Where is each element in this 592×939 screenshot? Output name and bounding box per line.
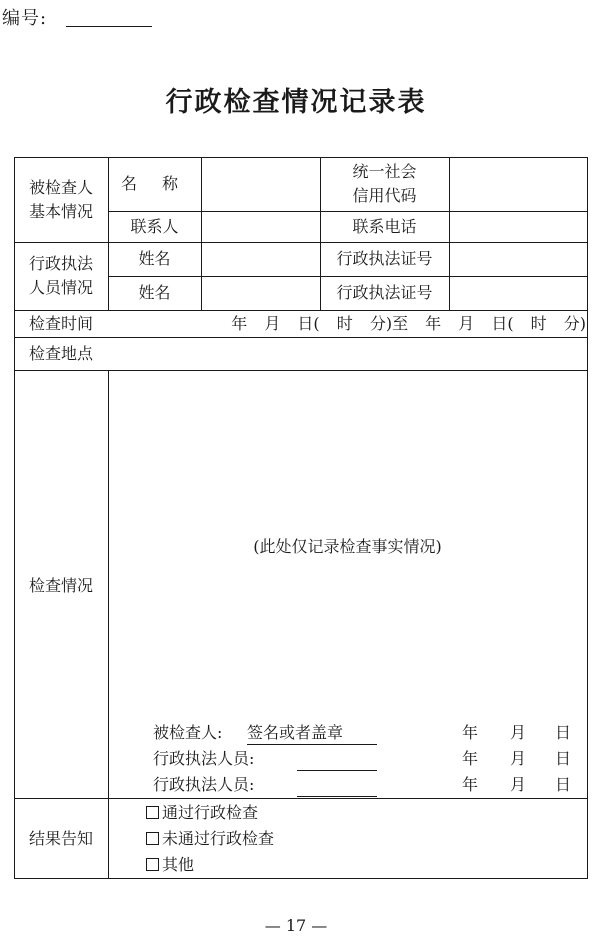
- date-year: 年: [462, 775, 479, 794]
- result-option-other[interactable]: [146, 853, 194, 877]
- officer2-name-label: 姓名: [138, 283, 171, 302]
- officers-section-label: 行政执法 人员情况: [28, 254, 93, 297]
- date-day: 日: [555, 775, 572, 794]
- officer2-cert-field[interactable]: [450, 277, 586, 310]
- officer1-name-label: 姓名: [138, 249, 171, 268]
- officer1-cert-label: 行政执法证号: [336, 249, 433, 268]
- date-year: 年: [462, 749, 479, 768]
- option-label: 通过行政检查: [162, 803, 259, 822]
- subject-signature-label: 被检查人:: [153, 723, 223, 742]
- serial-number-label: 编号:: [2, 8, 48, 29]
- option-label: 未通过行政检查: [162, 829, 275, 848]
- inspection-time-label: 检查时间: [28, 314, 93, 333]
- officer1-signature-blank[interactable]: [297, 770, 377, 771]
- date-month: 月: [510, 775, 527, 794]
- officer1-cert-field[interactable]: [450, 243, 586, 276]
- officer2-signature-blank[interactable]: [297, 796, 377, 797]
- checkbox-icon[interactable]: [146, 858, 159, 871]
- serial-number-blank[interactable]: [66, 26, 152, 27]
- date-month: 月: [510, 749, 527, 768]
- officer2-name-field[interactable]: [202, 277, 319, 310]
- checkbox-icon[interactable]: [146, 832, 159, 845]
- contact-field[interactable]: [202, 212, 319, 242]
- inspection-situation-label: 检查情况: [28, 576, 93, 595]
- phone-field[interactable]: [450, 212, 586, 242]
- page-number: — 17 —: [264, 916, 328, 935]
- inspection-time-value[interactable]: 年 月 日( 时 分)至 年 月 日( 时 分): [231, 314, 586, 333]
- date-day: 日: [555, 749, 572, 768]
- subject-section-label: 被检查人 基本情况: [28, 178, 93, 221]
- credit-code-field[interactable]: [450, 158, 586, 211]
- date-day: 日: [555, 723, 572, 742]
- officer2-signature-label: 行政执法人员:: [153, 775, 255, 794]
- officer2-cert-label: 行政执法证号: [336, 283, 433, 302]
- contact-label: 联系人: [130, 217, 179, 236]
- inspection-place-field[interactable]: [109, 338, 586, 370]
- option-label: 其他: [162, 855, 195, 874]
- credit-code-label: 统一社会 信用代码: [352, 162, 417, 205]
- result-label: 结果告知: [28, 829, 93, 848]
- inspection-place-label: 检查地点: [28, 344, 93, 363]
- checkbox-icon[interactable]: [146, 806, 159, 819]
- subject-name-label: 名 称: [120, 174, 189, 193]
- phone-label: 联系电话: [352, 217, 417, 236]
- date-year: 年: [462, 723, 479, 742]
- subject-name-field[interactable]: [202, 158, 319, 211]
- subject-signature-value[interactable]: 签名或者盖章: [247, 723, 344, 742]
- officer1-signature-label: 行政执法人员:: [153, 749, 255, 768]
- result-option-passed[interactable]: [146, 801, 258, 825]
- result-option-failed[interactable]: [146, 827, 274, 851]
- date-month: 月: [510, 723, 527, 742]
- officer1-name-field[interactable]: [202, 243, 319, 276]
- inspection-note: (此处仅记录检查事实情况): [253, 537, 442, 556]
- page-title: 行政检查情况记录表: [165, 87, 427, 118]
